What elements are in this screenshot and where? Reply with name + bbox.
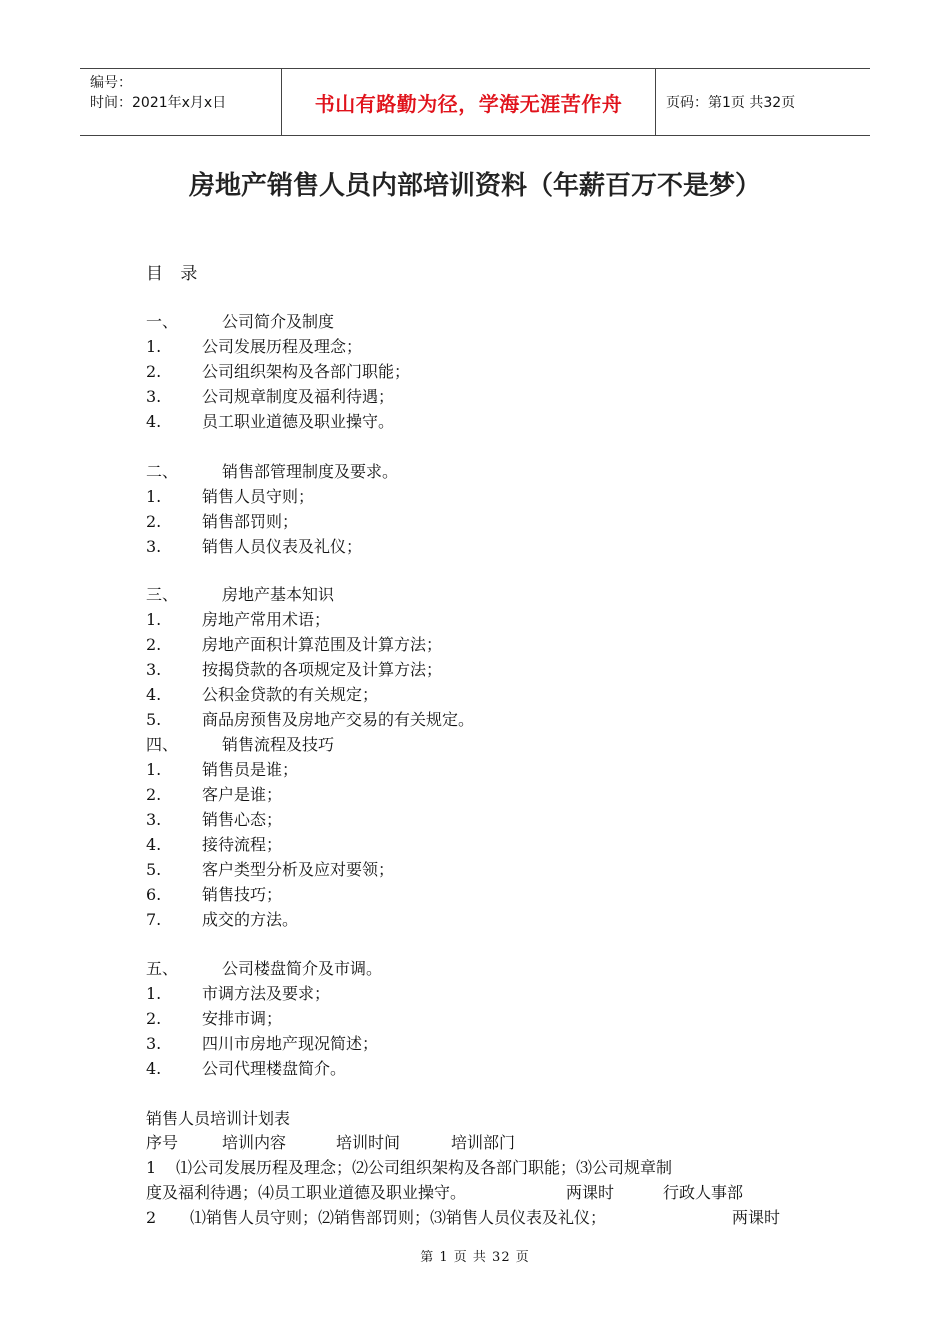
- toc-section-1: [146, 309, 334, 334]
- toc-section-2: [146, 459, 398, 484]
- toc-item-number: 4.: [146, 412, 162, 431]
- plan-row-1-dept: 行政人事部: [663, 1183, 744, 1202]
- toc-section-number: 五、: [146, 959, 179, 978]
- plan-row-1-content-b: 度及福利待遇；⑷员工职业道德及职业操守。: [146, 1183, 467, 1202]
- toc-item-number: 3.: [146, 810, 162, 829]
- toc-item-number: 2.: [146, 362, 162, 381]
- plan-row-2: [146, 1205, 780, 1230]
- toc-item-text: 客户是谁；: [202, 785, 283, 804]
- toc-item-text: 商品房预售及房地产交易的有关规定。: [202, 710, 475, 729]
- plan-row-1b: [146, 1180, 743, 1205]
- toc-section-number: 四、: [146, 735, 179, 754]
- toc-item-text: 公司组织架构及各部门职能；: [202, 362, 411, 381]
- toc-item: [146, 509, 298, 534]
- toc-section-3: [146, 582, 334, 607]
- plan-row-2-num: 2: [146, 1208, 157, 1227]
- plan-row-1-time: 两课时: [566, 1183, 615, 1202]
- toc-item-text: 房地产面积计算范围及计算方法；: [202, 635, 443, 654]
- toc-item-number: 2.: [146, 635, 162, 654]
- toc-item-number: 7.: [146, 910, 162, 929]
- toc-item: [146, 707, 474, 732]
- toc-section-title: 公司楼盘简介及市调。: [222, 959, 383, 978]
- plan-row-1a: [146, 1155, 672, 1180]
- toc-item-text: 销售部罚则；: [202, 512, 299, 531]
- toc-item-number: 3.: [146, 660, 162, 679]
- toc-item-number: 3.: [146, 537, 162, 556]
- toc-item-text: 市调方法及要求；: [202, 984, 331, 1003]
- doc-number-label: 编号：: [90, 75, 132, 91]
- toc-section-4: [146, 732, 334, 757]
- toc-item-number: 2.: [146, 1009, 162, 1028]
- toc-item-text: 四川市房地产现况简述；: [202, 1034, 379, 1053]
- toc-item: [146, 1006, 282, 1031]
- toc-section-number: 二、: [146, 462, 179, 481]
- toc-item: [146, 882, 282, 907]
- plan-header-num: 序号: [146, 1133, 179, 1152]
- toc-item: [146, 359, 410, 384]
- toc-item: [146, 857, 394, 882]
- toc-item: [146, 334, 362, 359]
- toc-item-number: 4.: [146, 835, 162, 854]
- toc-item: [146, 807, 282, 832]
- toc-item-text: 安排市调；: [202, 1009, 283, 1028]
- toc-section-title: 公司简介及制度: [222, 312, 335, 331]
- toc-section-5: [146, 956, 382, 981]
- toc-item-number: 1.: [146, 487, 162, 506]
- toc-section-number: 一、: [146, 312, 179, 331]
- toc-item: [146, 484, 314, 509]
- toc-item: [146, 907, 298, 932]
- toc-item-number: 2.: [146, 512, 162, 531]
- toc-item-text: 销售员是谁；: [202, 760, 299, 779]
- toc-item-number: 4.: [146, 1059, 162, 1078]
- toc-item-text: 成交的方法。: [202, 910, 299, 929]
- toc-item: [146, 534, 362, 559]
- plan-header-time: 培训时间: [336, 1133, 401, 1152]
- toc-item-text: 房地产常用术语；: [202, 610, 331, 629]
- toc-item-text: 接待流程；: [202, 835, 283, 854]
- toc-item: [146, 832, 282, 857]
- toc-heading: 目 录: [146, 264, 204, 284]
- toc-item-text: 销售人员仪表及礼仪；: [202, 537, 363, 556]
- toc-item: [146, 384, 394, 409]
- toc-item-number: 2.: [146, 785, 162, 804]
- toc-item-number: 1.: [146, 984, 162, 1003]
- document-title: 房地产销售人员内部培训资料（年薪百万不是梦）: [188, 171, 761, 201]
- toc-item: [146, 1031, 378, 1056]
- plan-header-dept: 培训部门: [451, 1133, 516, 1152]
- toc-section-title: 销售部管理制度及要求。: [222, 462, 399, 481]
- toc-item: [146, 782, 282, 807]
- toc-item-text: 客户类型分析及应对要领；: [202, 860, 395, 879]
- toc-item-text: 公司代理楼盘简介。: [202, 1059, 347, 1078]
- toc-item: [146, 682, 378, 707]
- header-meta: [80, 69, 282, 135]
- toc-item-text: 公司发展历程及理念；: [202, 337, 363, 356]
- toc-item: [146, 409, 394, 434]
- page-footer: 第 1 页 共 32 页: [420, 1250, 530, 1265]
- toc-item-text: 按揭贷款的各项规定及计算方法；: [202, 660, 443, 679]
- header-table: [80, 68, 870, 136]
- toc-item-text: 员工职业道德及职业操守。: [202, 412, 395, 431]
- plan-row-1-content-a: ⑴公司发展历程及理念；⑵公司组织架构及各部门职能；⑶公司规章制: [176, 1158, 673, 1177]
- toc-item-text: 公积金贷款的有关规定；: [202, 685, 379, 704]
- toc-section-number: 三、: [146, 585, 179, 604]
- toc-item-number: 3.: [146, 1034, 162, 1053]
- plan-row-2-content: ⑴销售人员守则；⑵销售部罚则；⑶销售人员仪表及礼仪；: [190, 1208, 607, 1227]
- plan-row-1-num: 1: [146, 1158, 157, 1177]
- toc-item-number: 6.: [146, 885, 162, 904]
- toc-item-number: 1.: [146, 610, 162, 629]
- toc-item-text: 公司规章制度及福利待遇；: [202, 387, 395, 406]
- plan-row-2-time: 两课时: [732, 1208, 781, 1227]
- header-motto: 书山有路勤为径，学海无涯苦作舟: [282, 69, 656, 135]
- toc-item: [146, 632, 442, 657]
- toc-item-text: 销售心态；: [202, 810, 283, 829]
- toc-item-number: 3.: [146, 387, 162, 406]
- plan-header-content: 培训内容: [222, 1133, 287, 1152]
- doc-time: 时间：2021年x月x日: [90, 95, 227, 111]
- toc-item-number: 1.: [146, 760, 162, 779]
- header-page-code: 页码：第1页 共32页: [666, 95, 796, 111]
- toc-item: [146, 657, 442, 682]
- plan-header-row: [146, 1130, 515, 1155]
- toc-item-text: 销售技巧；: [202, 885, 283, 904]
- toc-item: [146, 607, 330, 632]
- toc-item-number: 1.: [146, 337, 162, 356]
- toc-section-title: 销售流程及技巧: [222, 735, 335, 754]
- toc-item-number: 5.: [146, 860, 162, 879]
- toc-item: [146, 757, 298, 782]
- toc-item-number: 4.: [146, 685, 162, 704]
- toc-item: [146, 1056, 346, 1081]
- toc-item-text: 销售人员守则；: [202, 487, 315, 506]
- toc-item-number: 5.: [146, 710, 162, 729]
- toc-section-title: 房地产基本知识: [222, 585, 335, 604]
- plan-title: 销售人员培训计划表: [146, 1109, 291, 1128]
- toc-item: [146, 981, 330, 1006]
